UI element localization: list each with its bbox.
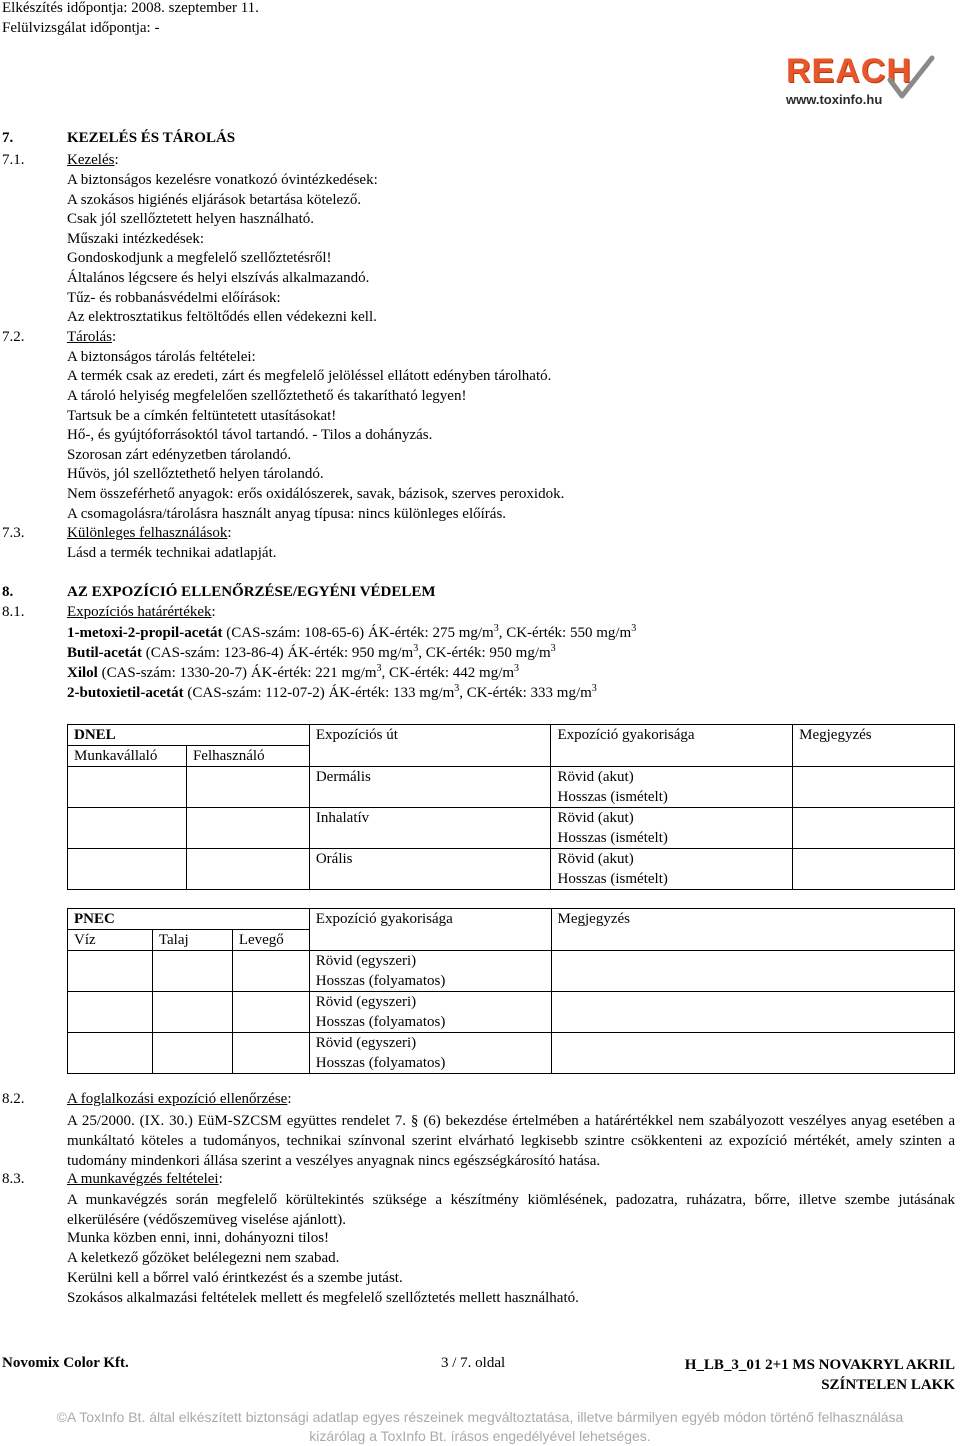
section-8-1-number: 8.1. xyxy=(2,604,25,620)
section-8-1-title: Expozíciós határértékek xyxy=(67,604,212,620)
work-condition-line: A keletkező gőzöket belélegezni nem szabad. xyxy=(67,1250,340,1266)
water-header: Víz xyxy=(68,930,153,951)
air-header: Levegő xyxy=(232,930,309,951)
user-header: Felhasználó xyxy=(186,746,309,767)
section-8-number: 8. xyxy=(2,584,14,600)
section-7-2-heading: Tárolás: xyxy=(67,329,117,345)
section-8-1-heading: Expozíciós határértékek: xyxy=(67,604,216,620)
footer-product xyxy=(685,1355,955,1395)
copyright-line1: ©A ToxInfo Bt. által elkészített biztonsági adatlap egyes részeinek megváltoztatása, illetve bármilyen egyéb módon történő felhasználása xyxy=(56,1409,904,1425)
pnec-header: PNEC xyxy=(68,909,310,930)
section-7-number: 7. xyxy=(2,130,14,146)
handling-line: Az elektrosztatikus feltöltődés ellen védekezni kell. xyxy=(67,309,377,325)
substance-name: 2-butoxietil-acetát xyxy=(67,685,184,701)
work-condition-line: Szokásos alkalmazási feltételek mellett és megfelelő szellőztetés mellett használható. xyxy=(67,1290,579,1306)
exposure-limit-row: Xilol (CAS-szám: 1330-20-7) ÁK-érték: 221 $mg/m^3$, CK-érték: 442 $mg/m^3$ xyxy=(67,663,520,681)
table-row xyxy=(68,849,955,890)
section-8-3-title: A munkavégzés feltételei xyxy=(67,1171,219,1187)
section-8-2-number: 8.2. xyxy=(2,1091,25,1107)
frequency-header: Expozíció gyakorisága xyxy=(309,909,551,951)
handling-line: Műszaki intézkedések: xyxy=(67,231,205,247)
reach-logo-url: www.toxinfo.hu xyxy=(786,92,883,107)
dnel-table xyxy=(67,724,955,890)
section-8-3-text: A munkavégzés során megfelelő körültekintés szüksége a készítmény kiömlésének, padozatra, ruházatra, bőrre, illetve szembe jutásának elkerülésére (védőszemüveg viselése ajánlott). xyxy=(67,1192,955,1228)
frequency-cell: Rövid (akut) Hosszas (ismételt) xyxy=(551,808,793,849)
footer-product-line2: SZÍNTELEN LAKK xyxy=(821,1377,955,1393)
substance-name: Xilol xyxy=(67,665,98,681)
work-condition-line: Munka közben enni, inni, dohányozni tilos! xyxy=(67,1230,330,1246)
footer-product-line1: H_LB_3_01 2+1 MS NOVAKRYL AKRIL xyxy=(684,1357,955,1373)
special-use-line: Lásd a termék technikai adatlapját. xyxy=(67,545,277,561)
section-8-3-heading: A munkavégzés feltételei: xyxy=(67,1171,223,1187)
table-row xyxy=(68,992,955,1033)
created-date: Elkészítés időpontja: 2008. szeptember 11. xyxy=(2,0,259,16)
substance-name: Butil-acetát xyxy=(67,645,142,661)
section-7-1-number: 7.1. xyxy=(2,152,25,168)
storage-line: Tartsuk be a címkén feltüntetett utasításokat! xyxy=(67,408,337,424)
frequency-cell: Rövid (egyszeri) Hosszas (folyamatos) xyxy=(309,951,551,992)
route-header: Expozíciós út xyxy=(309,725,551,767)
storage-line: Nem összeférhető anyagok: erős oxidálószerek, savak, bázisok, szerves peroxidok. xyxy=(67,486,565,502)
handling-line: Csak jól szellőztetett helyen használható. xyxy=(67,211,315,227)
pnec-table xyxy=(67,908,955,1074)
section-7-2-number: 7.2. xyxy=(2,329,25,345)
storage-line: A csomagolásra/tárolásra használt anyag típusa: nincs különleges előírás. xyxy=(67,506,507,522)
section-7-2-title: Tárolás xyxy=(67,329,112,345)
dnel-header: DNEL xyxy=(68,725,310,746)
frequency-header: Expozíció gyakorisága xyxy=(551,725,793,767)
route-cell: Orális xyxy=(309,849,551,890)
copyright-notice xyxy=(0,1408,960,1446)
table-row xyxy=(68,808,955,849)
storage-line: A termék csak az eredeti, zárt és megfelelő jelöléssel ellátott edényben tárolható. xyxy=(67,368,552,384)
section-8-2-text: A 25/2000. (IX. 30.) EüM-SZCSM együttes rendelet 7. § (6) bekezdése értelmében a határértékkel nem szabályozott veszélyes anyag esetében a munkáltató köteles a tudományos, technikai színvonal szerint elvárható legkisebb szintre csökkenteni az expozíció mértékét, amely szinten a tudomány mindenkori állása szerint a veszélyes anyagnak nincs egészségkárosító hatása. xyxy=(67,1113,955,1169)
substance-name: 1-metoxi-2-propil-acetát xyxy=(67,625,223,641)
section-7-3-heading: Különleges felhasználások: xyxy=(67,525,232,541)
checkmark-icon xyxy=(886,54,936,108)
handling-line: Tűz- és robbanásvédelmi előírások: xyxy=(67,290,281,306)
worker-header: Munkavállaló xyxy=(68,746,187,767)
exposure-limit-row: 2-butoxietil-acetát (CAS-szám: 112-07-2) ÁK-érték: 133 $mg/m^3$, CK-érték: 333 $mg/m^3$ xyxy=(67,683,597,701)
section-8-2-title: A foglalkozási expozíció ellenőrzése xyxy=(67,1091,288,1107)
section-7-1-heading: Kezelés: xyxy=(67,152,119,168)
storage-line: Hő-, és gyújtóforrásoktól távol tartandó. - Tilos a dohányzás. xyxy=(67,427,433,443)
note-header: Megjegyzés xyxy=(551,909,954,951)
section-8-title: AZ EXPOZÍCIÓ ELLENŐRZÉSE/EGYÉNI VÉDELEM xyxy=(67,584,436,600)
section-7-title: KEZELÉS ÉS TÁROLÁS xyxy=(67,130,236,146)
reach-logo xyxy=(786,52,932,112)
copyright-line2: kizárólag a ToxInfo Bt. írásos engedélyével lehetséges. xyxy=(309,1428,651,1444)
frequency-cell: Rövid (akut) Hosszas (ismételt) xyxy=(551,849,793,890)
storage-line: A tároló helyiség megfelelően szellőztethető és takarítható legyen! xyxy=(67,388,467,404)
route-cell: Inhalatív xyxy=(309,808,551,849)
section-7-1-title: Kezelés xyxy=(67,152,115,168)
storage-line: Szorosan zárt edényzetben tárolandó. xyxy=(67,447,292,463)
page-number: 3 / 7. oldal xyxy=(441,1355,506,1371)
exposure-limit-row: 1-metoxi-2-propil-acetát (CAS-szám: 108-65-6) ÁK-érték: 275 $mg/m^3$, CK-érték: 550 $mg/m^3$ xyxy=(67,623,637,641)
reach-logo-text: REACH xyxy=(786,52,912,90)
section-7-3-title: Különleges felhasználások xyxy=(67,525,228,541)
note-header: Megjegyzés xyxy=(793,725,955,767)
section-8-3-number: 8.3. xyxy=(2,1171,25,1187)
table-row xyxy=(68,1033,955,1074)
revision-date: Felülvizsgálat időpontja: - xyxy=(2,20,160,36)
work-condition-line: Kerülni kell a bőrrel való érintkezést és a szembe jutást. xyxy=(67,1270,403,1286)
table-row xyxy=(68,767,955,808)
route-cell: Dermális xyxy=(309,767,551,808)
handling-line: A szokásos higiénés eljárások betartása kötelező. xyxy=(67,192,362,208)
section-7-3-number: 7.3. xyxy=(2,525,25,541)
handling-line: A biztonságos kezelésre vonatkozó óvintézkedések: xyxy=(67,172,378,188)
table-row xyxy=(68,951,955,992)
storage-line: A biztonságos tárolás feltételei: xyxy=(67,349,256,365)
frequency-cell: Rövid (akut) Hosszas (ismételt) xyxy=(551,767,793,808)
handling-line: Általános légcsere és helyi elszívás alkalmazandó. xyxy=(67,270,370,286)
exposure-limit-row: Butil-acetát (CAS-szám: 123-86-4) ÁK-érték: 950 $mg/m^3$, CK-érték: 950 $mg/m^3$ xyxy=(67,643,556,661)
frequency-cell: Rövid (egyszeri) Hosszas (folyamatos) xyxy=(309,992,551,1033)
frequency-cell: Rövid (egyszeri) Hosszas (folyamatos) xyxy=(309,1033,551,1074)
footer-company: Novomix Color Kft. xyxy=(2,1355,129,1371)
soil-header: Talaj xyxy=(152,930,232,951)
handling-line: Gondoskodjunk a megfelelő szellőztetésről! xyxy=(67,250,332,266)
section-8-2-heading: A foglalkozási expozíció ellenőrzése: xyxy=(67,1091,292,1107)
storage-line: Hűvös, jól szellőztethető helyen tárolandó. xyxy=(67,466,324,482)
